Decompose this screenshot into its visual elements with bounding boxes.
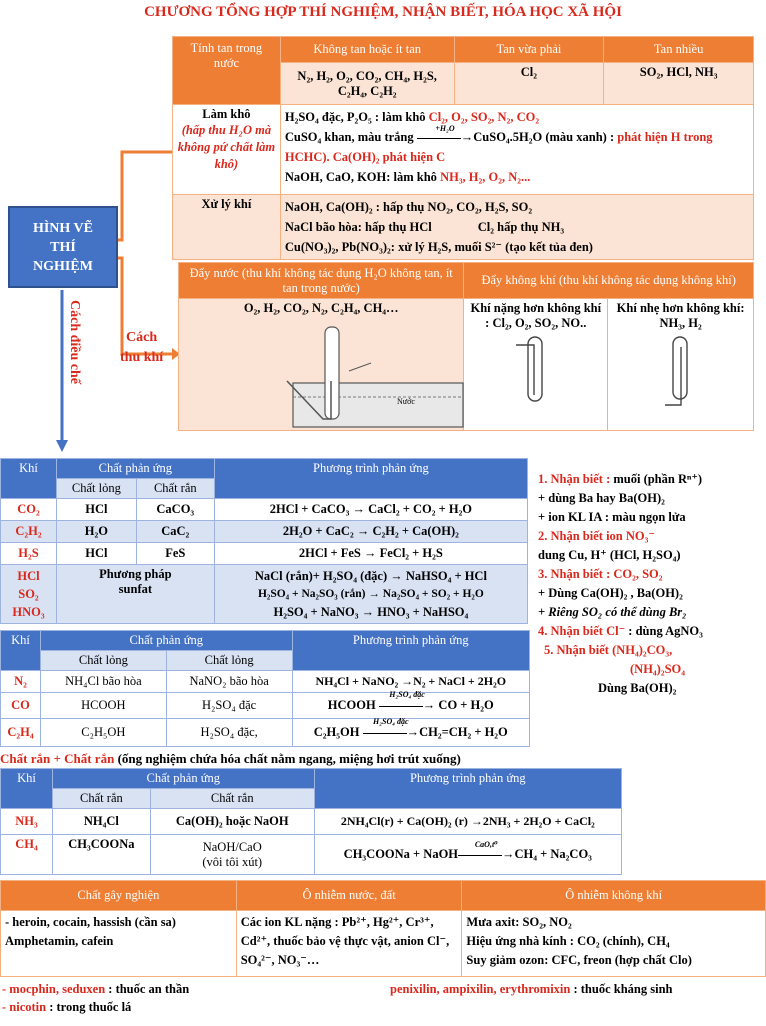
ta-row	[1, 521, 528, 543]
liquid-liquid-table	[0, 630, 530, 747]
ta-sulfate-eq: H₂SO₄ + Na₂SO₃ (rắn) → Na₂SO₄ + SO₂ + H₂O	[257, 588, 484, 600]
identify-black: + ion KL IA : màu ngọn lửa	[538, 510, 686, 524]
tc-row	[1, 809, 622, 835]
identify-red: 5. Nhận biết (NH₄)₂CO₃,	[544, 643, 673, 657]
water-label: Nước	[397, 397, 415, 406]
upright-tube	[528, 337, 542, 401]
footer-sedatives-desc: : thuốc an thần	[105, 982, 190, 996]
collection-table	[178, 262, 754, 431]
tb-b: NaNO₂ bão hòa	[166, 671, 292, 693]
drying-line2	[284, 124, 749, 167]
tb-header-liquid2: Chất lỏng	[166, 651, 292, 671]
gas-treatment-line1: NaOH, Ca(OH)₂ : hấp thụ NO₂, CO₂, H₂S, SO₂	[284, 200, 533, 214]
gas-treatment-label: Xử lý khí	[173, 195, 281, 260]
ta-gas: C₂H₂	[1, 521, 57, 543]
tb-eq-b: CH₂=CH₂ + H₂O	[419, 725, 508, 739]
identify-black: Dùng Ba(OH)₂	[598, 681, 677, 695]
drying-line1-black: H₂SO₄ đặc, P₂O₅ : làm khô	[284, 110, 429, 124]
ta-row-sulfate	[1, 565, 528, 624]
ta-liquid: H₂O	[56, 521, 136, 543]
ta-header-liquid: Chất lỏng	[56, 479, 136, 499]
tb-gas: C₂H₄	[1, 719, 41, 747]
tb-eq-a: C₂H₅OH	[313, 725, 360, 739]
identify-line	[538, 489, 764, 508]
water-displacement-header: Đẩy nước (thu khí không tác dụng H₂O không tan, ít tan trong nước)	[179, 263, 464, 299]
ta-sulfate-gas: SO₂	[18, 587, 39, 601]
social-header-addictive: Chất gây nghiện	[1, 881, 237, 911]
drying-line1-red: Cl₂, O₂, SO₂, N₂, CO₂	[428, 110, 540, 124]
drying-line1	[285, 107, 749, 127]
tc-eq	[314, 835, 621, 875]
tc-eq-a: 2NH₄Cl(r) + Ca(OH)₂ (r) →2NH₃ + 2H₂O + CaCl₂	[340, 814, 595, 828]
page-title: CHƯƠNG TỔNG HỢP THÍ NGHIỆM, NHẬN BIẾT, HÓA HỌC XÃ HỘI	[144, 4, 622, 20]
cach-thu-khi-line2: thu khí	[120, 350, 164, 365]
solubility-moderate: Cl₂	[454, 63, 604, 105]
light-gas-cell	[608, 299, 754, 431]
drying-label: Làm khô	[202, 107, 251, 121]
tb-eq	[292, 690, 529, 719]
solubility-header-moderate: Tan vừa phải	[454, 37, 604, 63]
tc-b-line2: (vôi tôi xút)	[202, 854, 263, 869]
footer-line1	[2, 980, 764, 998]
ta-sulfate-gas: HCl	[17, 569, 40, 583]
social-chemistry-table	[0, 880, 766, 977]
tc-a: NH₄Cl	[52, 809, 150, 835]
identify-red: 3. Nhận biết : CO₂, SO₂	[538, 567, 663, 581]
footer-antibiotics-desc: : thuốc kháng sinh	[570, 982, 673, 996]
solubility-header-insoluble: Không tan hoặc ít tan	[280, 37, 454, 63]
identify-black: : dùng AgNO₃	[628, 624, 703, 638]
tc-eq-a: CH₃COONa + NaOH	[343, 847, 459, 861]
hinh-ve-line3: NGHIỆM	[33, 258, 93, 274]
footer-nicotine: - nicotin	[2, 1000, 47, 1014]
tc-header-equation: Phương trình phản ứng	[314, 769, 621, 809]
tb-header-equation: Phương trình phản ứng	[292, 631, 529, 671]
identify-line	[538, 660, 764, 679]
gas-treatment-line2b: Cl₂ hấp thụ NH₃	[477, 220, 565, 234]
ta-solid: CaCO₃	[136, 499, 214, 521]
tc-arrow: CaO,t⁰ →	[458, 847, 515, 862]
identify-red: (NH₄)₂SO₄	[630, 662, 685, 676]
tb-header-gas: Khí	[1, 631, 41, 671]
tb-eq	[292, 719, 529, 747]
ta-eq: 2HCl + CaCO₃ → CaCl₂ + CO₂ + H₂O	[214, 499, 527, 521]
identify-line	[538, 584, 764, 603]
tb-arrow-label: H₂SO₄ đặc	[389, 690, 425, 699]
tc-header-gas: Khí	[1, 769, 53, 809]
tb-row	[1, 671, 530, 693]
identify-black: + Riêng SO₂ có thể dùng Br₂	[538, 605, 687, 619]
liquid-solid-table	[0, 458, 528, 624]
identify-line	[538, 565, 764, 584]
drying-line3-black: NaOH, CaO, KOH: làm khô	[284, 170, 441, 184]
drying-content	[280, 105, 753, 195]
identify-line	[538, 622, 764, 641]
identify-red: 1. Nhận biết :	[538, 472, 614, 486]
ta-sulfate-gas: HNO₃	[12, 605, 45, 619]
ta-liquid: HCl	[56, 499, 136, 521]
tb-header-reactants: Chất phản ứng	[40, 631, 292, 651]
drying-line3-red: NH₃, H₂, O₂, N₂...	[440, 170, 531, 184]
cach-dieu-che-label: Cách điều chế	[67, 300, 82, 384]
ta-sulfate-eqs	[214, 565, 527, 624]
solubility-label: Tính tan trong nước	[173, 37, 281, 105]
ta-solid: CaC₂	[136, 521, 214, 543]
inverted-tube	[325, 327, 339, 419]
identify-line	[538, 679, 764, 698]
arrow-to-properties	[118, 152, 172, 240]
ta-header-equation: Phương trình phản ứng	[214, 459, 527, 499]
identify-line	[538, 603, 764, 622]
identify-line	[538, 641, 764, 660]
tb-eq-a: NH₄Cl + NaNO₂ →N₂ + NaCl + 2H₂O	[315, 674, 507, 688]
gas-treatment-line2a: NaCl bão hòa: hấp thụ HCl	[284, 220, 432, 234]
tc-b	[150, 835, 314, 875]
tc-b-line: NaOH/CaO	[202, 839, 262, 854]
solid-heading-red: Chất rắn + Chất rắn	[0, 751, 115, 766]
light-gas-diagram	[651, 335, 711, 411]
tc-gas: CH₄	[1, 835, 53, 875]
footer-antibiotics	[390, 980, 672, 998]
light-gas-text: Khí nhẹ hơn không khí: NH₃, H₂	[616, 301, 745, 330]
drying-arrow: +H₂O →	[417, 127, 474, 147]
tb-gas: CO	[1, 693, 41, 719]
social-addictive-line: - heroin, cocain, hassish (cần sa)	[5, 915, 176, 929]
identify-black: dung Cu, H⁺ (HCl, H₂SO₄)	[538, 548, 681, 562]
cach-thu-khi-label	[120, 328, 163, 368]
ta-liquid: HCl	[56, 543, 136, 565]
ta-sulfate-method: Phương pháp sunfat	[56, 565, 214, 624]
water-displacement-diagram	[283, 321, 483, 431]
ta-header-gas: Khí	[1, 459, 57, 499]
tb-a: NH₄Cl bão hòa	[40, 671, 166, 693]
footer-antibiotics-red: penixilin, ampixilin, erythromixin	[390, 982, 571, 996]
identify-line	[538, 546, 764, 565]
footer-nicotine-desc: : trong thuốc lá	[46, 1000, 132, 1014]
identify-line	[538, 470, 764, 489]
drying-arrow-label: +H₂O	[435, 124, 455, 133]
footer-line2	[2, 998, 764, 1016]
ta-sulfate-eq: H₂SO₄ + NaNO₃ → HNO₃ + NaHSO₄	[273, 605, 469, 619]
social-air-line: Suy giảm ozon: CFC, freon (hợp chất Clo)	[466, 953, 692, 967]
tb-arrow: H₂SO₄ đặc →	[363, 725, 420, 740]
tb-b: H₂SO₄ đặc,	[166, 719, 292, 747]
ta-header-solid: Chất rắn	[136, 479, 214, 499]
ta-header-reactants: Chất phản ứng	[56, 459, 214, 479]
tc-arrow-label: CaO,t⁰	[474, 840, 498, 849]
hinh-ve-line2: THÍ	[50, 239, 76, 255]
social-addictive-line: Amphetamin, cafein	[5, 934, 114, 948]
identify-line	[538, 527, 764, 546]
heavy-gas-text: Khí nặng hơn không khí : Cl₂, O₂, SO₂, NO..	[470, 301, 602, 330]
identify-line	[538, 508, 764, 527]
tc-header-solid2: Chất rắn	[150, 789, 314, 809]
drying-note: (hấp thu H₂O mà không pứ chất làm khô)	[177, 123, 276, 171]
identify-red: 4. Nhận biết Cl⁻	[538, 624, 629, 638]
tb-row	[1, 693, 530, 719]
social-addictive	[1, 911, 237, 977]
ta-eq: 2HCl + FeS → FeCl₂ + H₂S	[214, 543, 527, 565]
ta-gas: H₂S	[1, 543, 57, 565]
gas-treatment-line3: Cu(NO₃)₂, Pb(NO₃)₂: xử lý H₂S, muối S²⁻ (tạo kết tủa đen)	[284, 240, 593, 254]
ta-sulfate-eq: NaCl (rắn)+ H₂SO₄ (đặc) → NaHSO₄ + HCl	[254, 569, 487, 583]
gas-treatment-line2	[285, 217, 749, 237]
tb-header-liquid1: Chất lỏng	[40, 651, 166, 671]
tb-arrow: H₂SO₄ đặc →	[379, 698, 436, 713]
tb-a: C₂H₅OH	[40, 719, 166, 747]
air-displacement-header: Đẩy không khí (thu khí không tác dụng không khí)	[464, 263, 754, 299]
identify-black: + dùng Ba hay Ba(OH)₂	[538, 491, 665, 505]
tb-b: H₂SO₄ đặc	[166, 693, 292, 719]
solubility-insoluble: N₂, H₂, O₂, CO₂, CH₄, H₂S, C₂H₄, C₂H₂	[280, 63, 454, 105]
social-air-pollution	[462, 911, 766, 977]
arrow-head-tables	[56, 440, 68, 452]
drying-line2-red: phát hiện H trong HCHC). Ca(OH)₂ phát hiện C	[284, 130, 713, 164]
tc-b	[150, 809, 314, 835]
social-water-pollution: Các ion KL nặng : Pb²⁺, Hg²⁺, Cr³⁺, Cd²⁺, thuốc bảo vệ thực vật, anion Cl⁻, SO₄²⁻, NO₃⁻…	[236, 911, 462, 977]
water-pointer	[349, 363, 371, 371]
ta-row	[1, 499, 528, 521]
footer-notes	[2, 980, 764, 1016]
gas-treatment-content	[280, 195, 753, 260]
solid-heading-black: (ống nghiệm chứa hóa chất nằm ngang, miệng hơi trút xuống)	[114, 751, 461, 766]
tb-gas: N₂	[1, 671, 41, 693]
tc-a: CH₃COONa	[52, 835, 150, 875]
cach-thu-khi-line1: Cách	[126, 330, 158, 345]
solubility-high: SO₂, HCl, NH₃	[604, 63, 754, 105]
solid-solid-table	[0, 768, 622, 875]
drying-line2-b: CuSO₄.5H₂O (màu xanh) :	[473, 130, 618, 144]
drying-cell	[173, 105, 281, 195]
social-header-water: Ô nhiễm nước, đất	[236, 881, 462, 911]
properties-table	[172, 36, 754, 260]
tb-eq-b: CO + H₂O	[438, 698, 494, 712]
tc-b-line: Ca(OH)₂ hoặc NaOH	[175, 814, 289, 828]
heavy-gas-diagram	[506, 335, 566, 405]
identify-black: + Dùng Ca(OH)₂ , Ba(OH)₂	[538, 586, 683, 600]
identification-list	[538, 470, 764, 698]
identify-red: 2. Nhận biết ion NO₃⁻	[538, 529, 655, 543]
ta-gas: CO₂	[1, 499, 57, 521]
water-displacement-cell	[179, 299, 464, 431]
water-basin	[293, 383, 463, 427]
drying-line2-a: CuSO₄ khan, màu trắng	[284, 130, 414, 144]
solid-solid-heading	[0, 751, 461, 767]
tb-arrow-label: H₂SO₄ đặc	[373, 717, 409, 726]
ta-solid: FeS	[136, 543, 214, 565]
ta-eq: 2H₂O + CaC₂ → C₂H₂ + Ca(OH)₂	[214, 521, 527, 543]
tb-eq-a: HCOOH	[327, 698, 376, 712]
tc-row	[1, 835, 622, 875]
social-air-line: Mưa axit: SO₂, NO₂	[466, 915, 572, 929]
tb-a: HCOOH	[40, 693, 166, 719]
ta-row	[1, 543, 528, 565]
social-header-air: Ô nhiễm không khí	[462, 881, 766, 911]
inverted-collection-tube	[673, 337, 687, 399]
tc-header-solid1: Chất rắn	[52, 789, 150, 809]
tb-row	[1, 719, 530, 747]
drying-line3	[285, 167, 749, 187]
tc-gas: NH₃	[1, 809, 53, 835]
identify-black: muối (phần Rⁿ⁺)	[613, 472, 703, 486]
water-gases: O₂, H₂, CO₂, N₂, C₂H₄, CH₄…	[243, 301, 399, 315]
solubility-header-high: Tan nhiều	[604, 37, 754, 63]
hinh-ve-line1: HÌNH VẼ	[32, 220, 94, 236]
tc-header-reactants: Chất phản ứng	[52, 769, 314, 789]
ta-sulfate-gases	[1, 565, 57, 624]
social-air-line: Hiệu ứng nhà kính : CO₂ (chính), CH₄	[466, 934, 670, 948]
heavy-gas-cell	[464, 299, 608, 431]
tc-eq-b: CH₄ + Na₂CO₃	[514, 847, 592, 861]
footer-sedatives: - mocphin, seduxen	[2, 982, 106, 996]
tc-eq	[314, 809, 621, 835]
